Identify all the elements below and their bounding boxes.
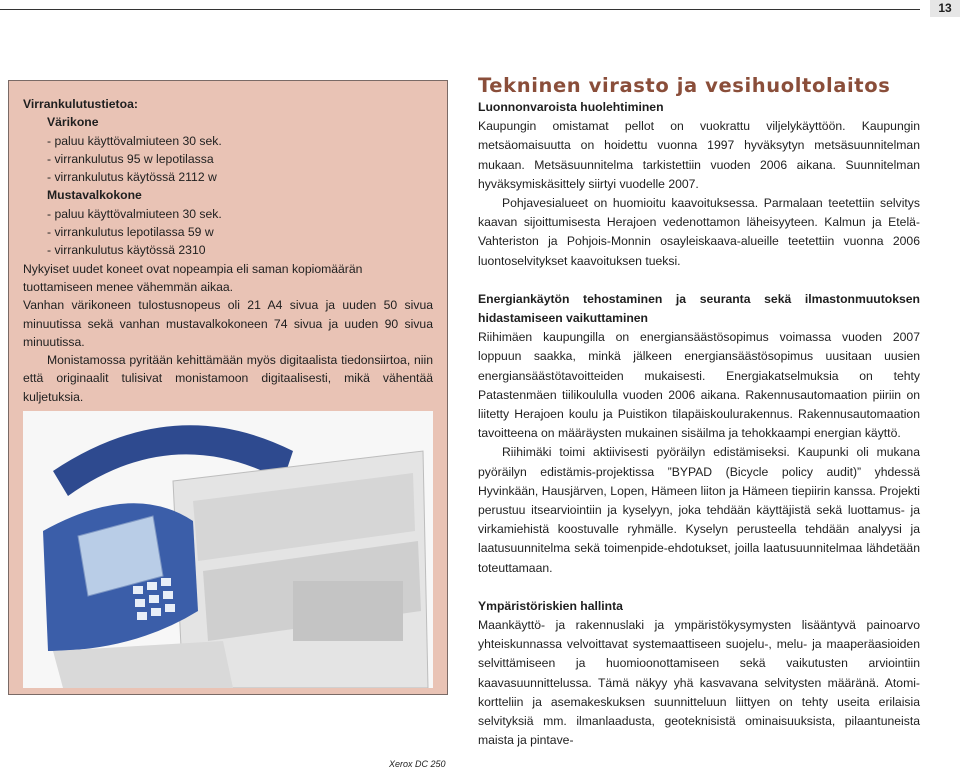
article-paragraph: Riihimäen kaupungilla on energiansäästösopimus voimassa vuoden 2007 loppuun saakka, minkä jälkeen energiansäästösopimus uusitaan uusien energiansäästötavoitteiden mukaisesti. Energiakatselmuksia on tehty Patastenmäen tiilikoululla vuoden 2006 aikana. Rakennusautomaation piiriin on liitetty Herajoen koulu ja Puistikon tilapäiskoulurakennus. Rakennusautomaation tavoitteena on määräysten mukainen sisäilma ja tehokkaampi energian käyttö. (478, 330, 920, 441)
article-body (478, 98, 920, 751)
article (478, 74, 920, 751)
sidebar-paragraph: Monistamossa pyritään kehittämään myös digitaalista tiedonsiirtoa, niin että originaalit tulisivat monistamoon digitaalisesti, mikä vähentää kuljetuksia. (23, 353, 433, 404)
sidebar-title: Virrankulutustietoa: (23, 97, 138, 111)
article-paragraph: Kaupungin omistamat pellot on vuokrattu viljelykäyttöön. Kaupungin metsäomaisuutta on hoidettu vuonna 1997 hyväksytyn metsäsuunnitelman mukaan. Metsäsuunnitelma tarkistettiin vuoden 2006 aikana. Suunnitelman hyväksymiskäsittely siirtyi vuodelle 2007. (478, 119, 920, 191)
article-paragraph: Pohjavesialueet on huomioitu kaavoituksessa. Parmalaan teetettiin selvitys kaavan sijoittumisesta Herajoen vedenottamon läheisyyteen. Kalmun ja Etelä-Vahteriston ja Pohjois-Monnin osayleiskaava-alueille teetettiin vuonna 2006 luontoselvitykset kaavoituksen tueksi. (478, 196, 920, 268)
section-heading: Energiankäytön tehostaminen ja seuranta sekä ilmastonmuutoksen hidastamiseen vaikuttaminen (478, 291, 920, 326)
bw-machine-heading: Mustavalkokone (47, 188, 142, 203)
bw-item: - virrankulutus käytössä 2310 (47, 243, 206, 258)
sidebar-paragraph: Vanhan värikoneen tulostusnopeus oli 21 A4 sivua ja uuden 50 sivua minuutissa sekä vanhan mustavalkokoneen 74 sivua ja uuden 90 sivua minuutissa. (23, 298, 433, 349)
color-item: - virrankulutus 95 w lepotilassa (47, 151, 214, 166)
copier-illustration (23, 411, 433, 688)
section-heading: Luonnonvaroista huolehtiminen (478, 100, 664, 114)
header-rule (0, 9, 920, 10)
article-paragraph: Maankäyttö- ja rakennuslaki ja ympäristökysymysten lisääntyvä painoarvo yhteiskunnassa velvoittavat systemaattiseen suojelu-, melu- ja maaperäasioiden selvittämiseen ja huomioonottamiseen sekä vaikutusten arviointiin kaavasuunnittelussa. Tämä näkyy yhä kasvavana selvitysten määränä. Atomi-kortteliin ja asemakeskuksen suunnitteluun liittyen on tehty useita erilaisia selvityksiä mm. ilmanlaadusta, geoteknisistä ominaisuuksista, pilaantuneista maista ja pintave- (478, 618, 920, 748)
bw-item: - paluu käyttövalmiuteen 30 sek. (47, 206, 222, 221)
sidebar-box (8, 80, 448, 769)
photo-caption: Xerox DC 250 (389, 759, 446, 769)
color-item: - virrankulutus käytössä 2112 w (47, 170, 217, 185)
article-title: Tekninen virasto ja vesihuoltolaitos (478, 74, 891, 97)
bw-item: - virrankulutus lepotilassa 59 w (47, 225, 214, 240)
color-item: - paluu käyttövalmiuteen 30 sek. (47, 133, 222, 148)
page-number: 13 (930, 0, 960, 17)
section-heading: Ympäristöriskien hallinta (478, 598, 623, 613)
sidebar-text (23, 95, 433, 406)
color-machine-heading: Värikone (47, 115, 99, 130)
sidebar-paragraph: Nykyiset uudet koneet ovat nopeampia eli saman kopiomäärän tuottamiseen menee vähemmän aikaa. (23, 261, 363, 294)
article-paragraph: Riihimäki toimi aktiivisesti pyöräilyn edistämiseksi. Kaupunki oli mukana pyöräilyn edistämis-projektissa ”BYPAD (Bicycle policy audit)” yhdessä Hyvinkään, Hausjärven, Lopen, Hämeen liiton ja Hämeen tiepiirin kanssa. Projekti perustuu itsearviointiin ja kyselyyn, joka tehdään käyttäjistä sekä luottamus- ja virkamiehistä koostuvalle ryhmälle. Kyselyn perusteella tehdään analyysi ja laatusuunnitelma sekä toimenpide-ehdotukset, joilla laatusuunnitelmaa lähdetään toteuttamaan. (478, 445, 920, 575)
copier-photo (23, 411, 433, 688)
